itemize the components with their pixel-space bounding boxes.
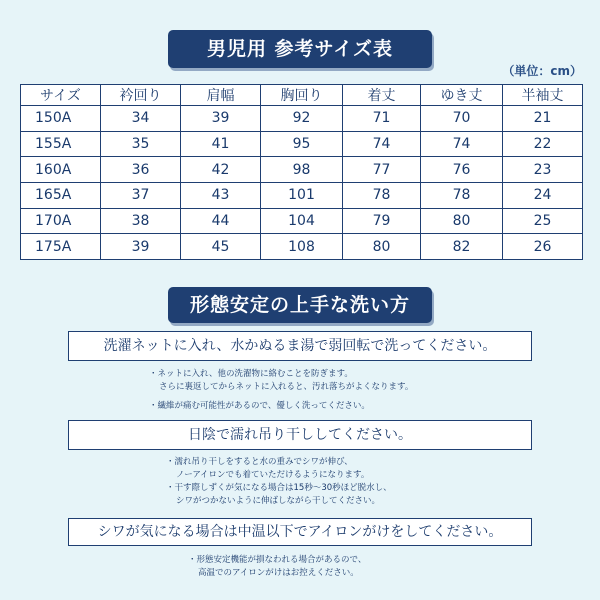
unit-label: （単位：cm） xyxy=(502,64,582,78)
size-chart-title: 男児用 参考サイズ表 xyxy=(168,30,432,68)
note-text: ・ネットに入れ、他の洗濯物に絡むことを防ぎます。 xyxy=(149,369,353,379)
header-size: サイズ xyxy=(21,85,101,106)
table-cell: 160A xyxy=(21,157,101,183)
table-cell: 170A xyxy=(21,208,101,234)
table-cell: 24 xyxy=(503,182,583,208)
table-cell: 80 xyxy=(421,208,503,234)
header-chest: 胸回り xyxy=(261,85,343,106)
table-row xyxy=(21,106,583,132)
header-length: 着丈 xyxy=(343,85,421,106)
note-text: ・形態安定機能が損なわれる場合があるので、 xyxy=(188,555,367,565)
table-cell: 25 xyxy=(503,208,583,234)
tip-notes-iron xyxy=(188,554,366,580)
note-text: ・干す際しずくが気になる場合は15秒〜30秒ほど脱水し、 xyxy=(166,483,392,493)
note-text: ・濡れ吊り干しをすると水の重みでシワが伸び、 xyxy=(166,457,353,467)
tip-notes-wash xyxy=(149,368,413,413)
table-cell: 98 xyxy=(261,157,343,183)
table-cell: 108 xyxy=(261,234,343,260)
header-shoulder: 肩幅 xyxy=(181,85,261,106)
note-text: ノーアイロンでも着ていただけるようになります。 xyxy=(176,470,370,480)
washing-guide-title: 形態安定の上手な洗い方 xyxy=(168,287,432,323)
table-cell: 77 xyxy=(343,157,421,183)
table-row xyxy=(21,208,583,234)
tip-notes-dry xyxy=(166,456,392,508)
table-cell: 39 xyxy=(181,106,261,132)
table-cell: 43 xyxy=(181,182,261,208)
table-cell: 79 xyxy=(343,208,421,234)
table-cell: 80 xyxy=(343,234,421,260)
table-cell: 95 xyxy=(261,131,343,157)
table-cell: 70 xyxy=(421,106,503,132)
table-row xyxy=(21,131,583,157)
table-cell: 74 xyxy=(421,131,503,157)
note-text: ・繊維が痛む可能性があるので、優しく洗ってください。 xyxy=(149,401,370,411)
table-cell: 35 xyxy=(101,131,181,157)
table-cell: 78 xyxy=(421,182,503,208)
table-cell: 150A xyxy=(21,106,101,132)
note-text: シワがつかないように伸ばしながら干してください。 xyxy=(176,496,381,506)
table-cell: 71 xyxy=(343,106,421,132)
note-text: 高温でのアイロンがけはお控えください。 xyxy=(198,568,359,578)
table-cell: 39 xyxy=(101,234,181,260)
table-cell: 76 xyxy=(421,157,503,183)
table-cell: 45 xyxy=(181,234,261,260)
table-cell: 82 xyxy=(421,234,503,260)
table-cell: 92 xyxy=(261,106,343,132)
table-cell: 34 xyxy=(101,106,181,132)
table-cell: 101 xyxy=(261,182,343,208)
table-cell: 37 xyxy=(101,182,181,208)
table-cell: 41 xyxy=(181,131,261,157)
table-header-row xyxy=(21,85,583,106)
table-cell: 155A xyxy=(21,131,101,157)
header-short-sleeve: 半袖丈 xyxy=(503,85,583,106)
table-cell: 38 xyxy=(101,208,181,234)
header-neck: 衿回り xyxy=(101,85,181,106)
table-cell: 44 xyxy=(181,208,261,234)
table-cell: 165A xyxy=(21,182,101,208)
header-sleeve-length: ゆき丈 xyxy=(421,85,503,106)
table-cell: 26 xyxy=(503,234,583,260)
note-text: さらに裏返してからネットに入れると、汚れ落ちがよくなります。 xyxy=(159,382,414,392)
table-row xyxy=(21,182,583,208)
table-cell: 104 xyxy=(261,208,343,234)
table-cell: 36 xyxy=(101,157,181,183)
table-cell: 21 xyxy=(503,106,583,132)
table-cell: 42 xyxy=(181,157,261,183)
table-cell: 23 xyxy=(503,157,583,183)
tip-box-iron: シワが気になる場合は中温以下でアイロンがけをしてください。 xyxy=(68,518,532,546)
tip-box-dry: 日陰で濡れ吊り干ししてください。 xyxy=(68,420,532,450)
size-table xyxy=(20,84,583,260)
table-row xyxy=(21,157,583,183)
table-row xyxy=(21,234,583,260)
table-cell: 74 xyxy=(343,131,421,157)
tip-box-wash: 洗濯ネットに入れ、水かぬるま湯で弱回転で洗ってください。 xyxy=(68,331,532,361)
table-cell: 175A xyxy=(21,234,101,260)
table-cell: 22 xyxy=(503,131,583,157)
table-cell: 78 xyxy=(343,182,421,208)
